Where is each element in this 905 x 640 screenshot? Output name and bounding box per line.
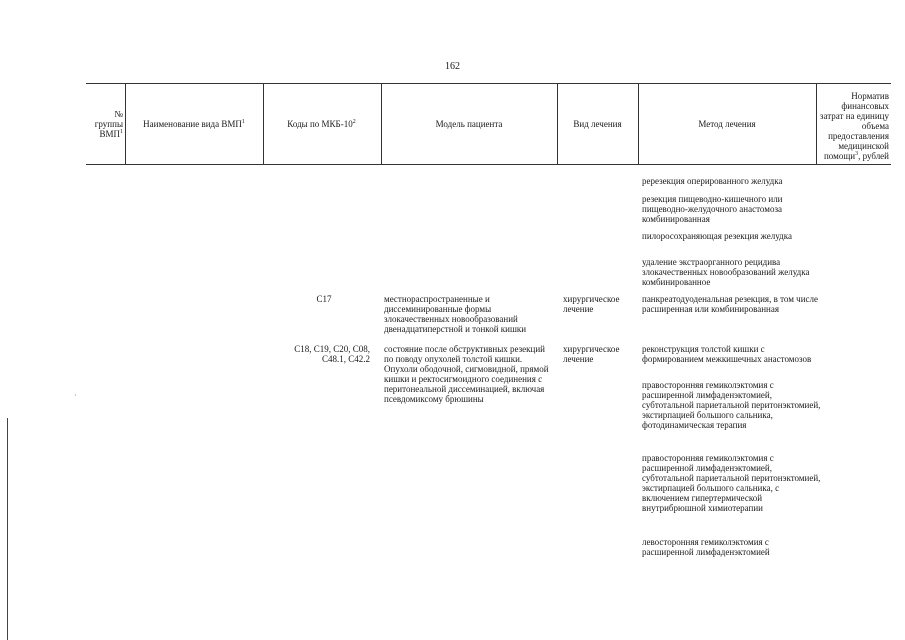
header-patient-model: Модель пациента — [435, 119, 503, 129]
table-header — [86, 83, 891, 165]
header-vmp-name-text: Наименование вида ВМП — [143, 119, 242, 129]
treatment-type-cell: хирургическое лечение — [563, 294, 620, 314]
header-group-no-text: № группы ВМП — [94, 109, 123, 139]
header-financing-norm: Норматив финансовых затрат на единицу объема предоставления медицинской помощи$^3$, рублей — [819, 91, 889, 161]
patient-model-cell: местнораспространенные и диссеминированные формы злокачественных новообразований двенадцатиперстной и тонкой кишки — [384, 294, 527, 334]
method-item: левосторонняя гемиколэктомия с расширенной лимфаденэктомией — [642, 537, 770, 557]
header-icd-codes: Коды по МКБ-$10^2$ — [287, 119, 356, 129]
header-treatment-method: Метод лечения — [698, 119, 756, 129]
scan-mark: · — [74, 391, 77, 400]
icd-codes-cell: C17 — [316, 294, 332, 304]
treatment-type-cell: хирургическое лечение — [563, 344, 620, 364]
header-treatment-type: Вид лечения — [573, 119, 622, 129]
header-financing-norm-text: Норматив финансовых затрат на единицу объема предоставления медицинской помощи — [819, 91, 889, 161]
method-item: ререзекция оперированного желудка — [642, 176, 783, 186]
header-group-no: № группы ВМП$^1$ — [94, 109, 123, 139]
method-item: правосторонняя гемиколэктомия с расширенной лимфаденэктомией, субтотальной париетальной перитонэктомией, экстирпацией большого сальника, фотодинамическая терапия — [642, 380, 821, 430]
method-item: удаление экстраорганного рецидива злокачественных новообразований желудка комбинированное — [642, 257, 810, 287]
method-item: резекция пищеводно-кишечного или пищеводно-желудочного анастомоза комбинированная — [642, 194, 783, 224]
header-vmp-name: Наименование вида ВМП$^1$ — [143, 119, 245, 129]
header-icd-codes-text: Коды по МКБ-10 — [287, 119, 353, 129]
scan-edge-line — [7, 418, 8, 640]
method-item: реконструкция толстой кишки с формированием межкишечных анастомозов — [642, 344, 812, 364]
page-number: 162 — [445, 61, 460, 72]
icd-codes-cell: C18, C19, C20, C08, C48.1, C42.2 — [294, 344, 370, 364]
patient-model-cell: состояние после обструктивных резекций по поводу опухолей толстой кишки. Опухоли ободочной, сигмовидной, прямой кишки и ректосигмоидного соединения с перитонеальной диссеминацией, включая псевдомиксому брюшины — [384, 344, 549, 404]
method-item: правосторонняя гемиколэктомия с расширенной лимфаденэктомией, субтотальной париетальной перитонэктомией, экстирпацией большого сальника, с включением гипертермической внутрибрюшной химиотерапии — [642, 453, 821, 513]
method-item: пилоросохраняющая резекция желудка — [642, 231, 792, 241]
method-item: панкреатодуоденальная резекция, в том числе расширенная или комбинированная — [642, 294, 818, 314]
